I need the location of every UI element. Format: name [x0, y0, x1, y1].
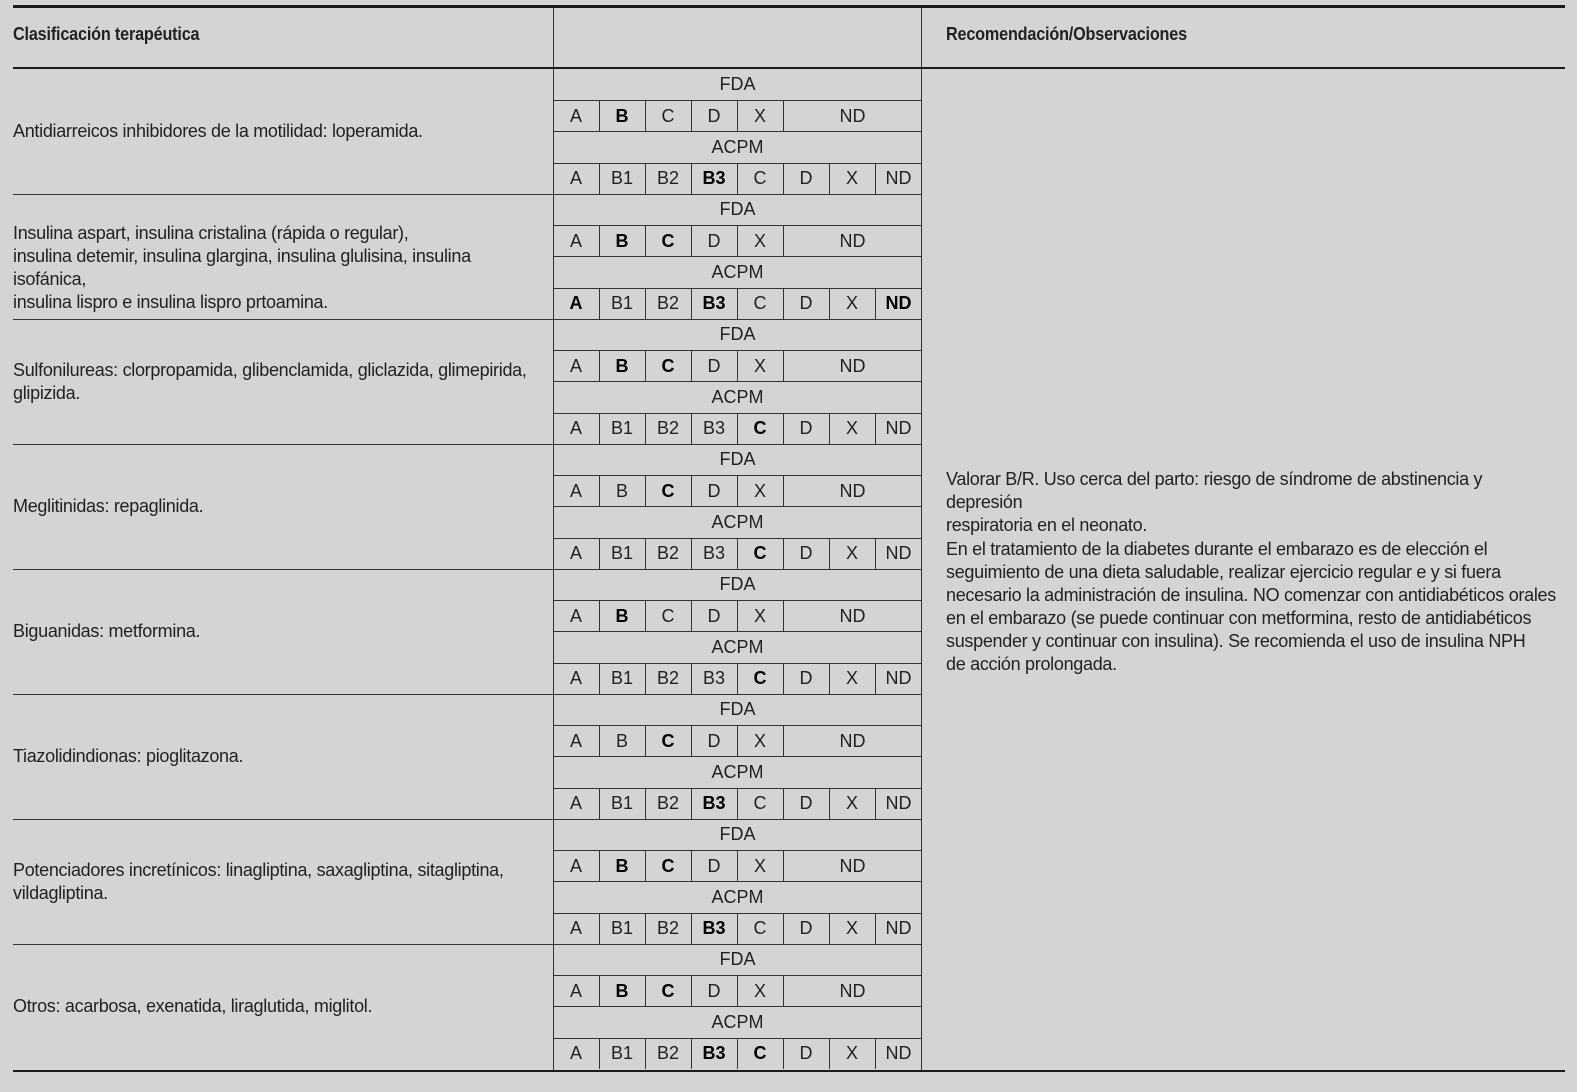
grid-divider: [783, 100, 784, 131]
fda-category-d: D: [707, 856, 721, 876]
acpm-category-b2: B2: [656, 1043, 680, 1063]
acpm-category-a: A: [569, 543, 582, 563]
fda-label: FDA: [719, 824, 756, 844]
grid-divider: [691, 725, 692, 756]
grid-divider: [829, 163, 830, 194]
acpm-category-b1: B1: [610, 543, 634, 563]
fda-category-b: B: [615, 231, 629, 251]
grid-divider: [599, 225, 600, 256]
acpm-category-x: X: [845, 1043, 858, 1063]
acpm-category-nd: ND: [885, 793, 912, 813]
table-top-rule: [13, 5, 1565, 8]
grid-divider: [599, 1038, 600, 1069]
grid-divider: [691, 1038, 692, 1069]
grid-divider: [599, 600, 600, 631]
acpm-category-x: X: [845, 293, 858, 313]
grid-divider: [691, 663, 692, 694]
grid-divider: [691, 163, 692, 194]
grid-divider: [829, 788, 830, 819]
grid-divider: [783, 725, 784, 756]
grid-divider: [783, 913, 784, 944]
grid-divider: [599, 350, 600, 381]
grid-divider: [737, 350, 738, 381]
fda-category-d: D: [707, 106, 721, 126]
grid-divider: [645, 538, 646, 569]
fda-category-x: X: [753, 481, 766, 501]
fda-category-a: A: [569, 356, 582, 376]
grid-divider: [875, 663, 876, 694]
grid-divider: [875, 1038, 876, 1069]
grid-divider: [737, 913, 738, 944]
acpm-category-b3: B3: [702, 293, 726, 313]
recommendation-paragraph-1: Valorar B/R. Uso cerca del parto: riesgo de síndrome de abstinencia y depresión respiratoria en el neonato.: [946, 469, 1483, 535]
acpm-label: ACPM: [711, 387, 764, 407]
grid-divider: [645, 725, 646, 756]
fda-category-c: C: [661, 106, 675, 126]
acpm-category-x: X: [845, 793, 858, 813]
grid-divider: [599, 850, 600, 881]
grid-divider: [599, 163, 600, 194]
fda-category-c: C: [661, 356, 675, 376]
drug-class-text: Sulfonilureas: clorpropamida, glibenclamida, gliclazida, glimepirida, glipizida.: [13, 359, 527, 403]
fda-category-d: D: [707, 606, 721, 626]
acpm-label: ACPM: [711, 512, 764, 532]
grid-divider: [737, 100, 738, 131]
grid-divider: [783, 663, 784, 694]
grid-divider: [691, 913, 692, 944]
grid-divider: [691, 225, 692, 256]
grid-divider: [829, 913, 830, 944]
drug-class-text: Tiazolidindionas: pioglitazona.: [13, 746, 244, 766]
grid-divider: [691, 538, 692, 569]
fda-category-b: B: [615, 856, 629, 876]
acpm-category-b2: B2: [656, 793, 680, 813]
grid-divider: [737, 538, 738, 569]
fda-category-b: B: [615, 481, 628, 501]
grid-divider: [737, 975, 738, 1006]
grid-divider: [645, 1038, 646, 1069]
grid-divider: [645, 850, 646, 881]
grid-divider: [737, 788, 738, 819]
acpm-category-b3: B3: [702, 543, 726, 563]
category-grid: [553, 444, 922, 569]
grid-divider: [875, 288, 876, 319]
acpm-category-c: C: [753, 1043, 767, 1063]
acpm-category-nd: ND: [885, 543, 912, 563]
category-grid: [553, 569, 922, 694]
fda-category-d: D: [707, 231, 721, 251]
category-grid: [553, 319, 922, 444]
grid-divider: [645, 600, 646, 631]
grid-divider: [645, 288, 646, 319]
grid-divider: [599, 663, 600, 694]
acpm-category-b3: B3: [702, 918, 726, 938]
acpm-category-b1: B1: [610, 293, 634, 313]
fda-category-nd: ND: [839, 106, 866, 126]
acpm-category-d: D: [799, 918, 813, 938]
fda-category-c: C: [661, 606, 675, 626]
fda-category-nd: ND: [839, 606, 866, 626]
fda-category-b: B: [615, 106, 629, 126]
grid-divider: [737, 288, 738, 319]
acpm-category-d: D: [799, 168, 813, 188]
grid-divider: [645, 225, 646, 256]
acpm-category-d: D: [799, 293, 813, 313]
fda-category-x: X: [753, 731, 766, 751]
acpm-category-a: A: [569, 418, 582, 438]
acpm-category-x: X: [845, 168, 858, 188]
header-recommendation: Recomendación/Observaciones: [946, 24, 1187, 44]
acpm-category-nd: ND: [885, 918, 912, 938]
grid-divider: [783, 975, 784, 1006]
grid-divider: [737, 725, 738, 756]
grid-divider: [691, 788, 692, 819]
acpm-category-d: D: [799, 1043, 813, 1063]
grid-divider: [691, 288, 692, 319]
table-bottom-rule: [13, 1070, 1565, 1072]
fda-category-nd: ND: [839, 856, 866, 876]
fda-label: FDA: [719, 699, 756, 719]
grid-divider: [829, 413, 830, 444]
fda-category-nd: ND: [839, 731, 866, 751]
grid-divider: [783, 288, 784, 319]
fda-category-d: D: [707, 981, 721, 1001]
fda-category-x: X: [753, 106, 766, 126]
grid-divider: [599, 538, 600, 569]
fda-category-a: A: [569, 606, 582, 626]
acpm-category-b1: B1: [610, 793, 634, 813]
drug-class-text: Potenciadores incretínicos: linagliptina, saxagliptina, sitagliptina, vildagliptina.: [13, 859, 504, 903]
fda-category-x: X: [753, 856, 766, 876]
grid-divider: [599, 913, 600, 944]
fda-category-a: A: [569, 231, 582, 251]
fda-label: FDA: [719, 574, 756, 594]
grid-divider: [737, 225, 738, 256]
grid-divider: [645, 413, 646, 444]
grid-divider: [783, 788, 784, 819]
grid-divider: [599, 288, 600, 319]
grid-divider: [645, 350, 646, 381]
acpm-category-b3: B3: [702, 793, 726, 813]
fda-label: FDA: [719, 74, 756, 94]
acpm-category-nd: ND: [885, 168, 912, 188]
grid-divider: [829, 1038, 830, 1069]
grid-divider: [737, 600, 738, 631]
grid-divider: [737, 163, 738, 194]
acpm-category-c: C: [753, 168, 767, 188]
grid-divider: [599, 413, 600, 444]
acpm-category-a: A: [569, 1043, 582, 1063]
grid-divider: [645, 100, 646, 131]
grid-divider: [737, 850, 738, 881]
grid-divider: [783, 225, 784, 256]
fda-category-nd: ND: [839, 356, 866, 376]
acpm-category-d: D: [799, 543, 813, 563]
acpm-category-c: C: [753, 918, 767, 938]
grid-divider: [645, 913, 646, 944]
fda-category-d: D: [707, 356, 721, 376]
acpm-label: ACPM: [711, 637, 764, 657]
grid-divider: [829, 538, 830, 569]
fda-category-b: B: [615, 731, 628, 751]
fda-category-b: B: [615, 356, 629, 376]
category-grid: [553, 944, 922, 1069]
acpm-category-c: C: [753, 543, 767, 563]
grid-divider: [783, 413, 784, 444]
grid-divider: [599, 475, 600, 506]
acpm-category-a: A: [569, 293, 583, 313]
acpm-label: ACPM: [711, 762, 764, 782]
fda-label: FDA: [719, 199, 756, 219]
category-grid: [553, 194, 922, 319]
grid-divider: [783, 850, 784, 881]
fda-category-x: X: [753, 606, 766, 626]
grid-divider: [737, 1038, 738, 1069]
fda-category-b: B: [615, 606, 629, 626]
grid-divider: [875, 788, 876, 819]
fda-category-a: A: [569, 481, 582, 501]
fda-category-c: C: [661, 731, 675, 751]
acpm-category-b2: B2: [656, 668, 680, 688]
grid-divider: [783, 163, 784, 194]
acpm-category-nd: ND: [885, 668, 912, 688]
acpm-category-b1: B1: [610, 168, 634, 188]
fda-category-x: X: [753, 981, 766, 1001]
acpm-category-c: C: [753, 293, 767, 313]
acpm-category-b1: B1: [610, 668, 634, 688]
fda-category-x: X: [753, 356, 766, 376]
acpm-label: ACPM: [711, 1012, 764, 1032]
grid-divider: [737, 475, 738, 506]
acpm-category-d: D: [799, 668, 813, 688]
acpm-category-b2: B2: [656, 418, 680, 438]
acpm-category-d: D: [799, 418, 813, 438]
fda-category-a: A: [569, 106, 582, 126]
acpm-category-a: A: [569, 668, 582, 688]
grid-divider: [875, 413, 876, 444]
acpm-category-c: C: [753, 418, 767, 438]
recommendation-paragraph-2: En el tratamiento de la diabetes durante el embarazo es de elección el seguimiento de una dieta saludable, realizar ejercicio regular e y si fuera necesario la administración de insulina. NO comenzar con antidiabéticos orales en el embarazo (se puede continuar con metformina, resto de antidiabéticos suspender y continuar con insulina). Se recomienda el uso de insulina NPH de acción prolongada.: [946, 539, 1556, 674]
grid-divider: [691, 413, 692, 444]
fda-label: FDA: [719, 949, 756, 969]
grid-divider: [691, 350, 692, 381]
acpm-label: ACPM: [711, 887, 764, 907]
acpm-label: ACPM: [711, 137, 764, 157]
fda-category-c: C: [661, 481, 675, 501]
grid-divider: [599, 725, 600, 756]
fda-category-c: C: [661, 981, 675, 1001]
acpm-category-b3: B3: [702, 1043, 726, 1063]
acpm-category-d: D: [799, 793, 813, 813]
grid-divider: [645, 663, 646, 694]
acpm-category-a: A: [569, 168, 582, 188]
fda-category-a: A: [569, 981, 582, 1001]
acpm-category-x: X: [845, 918, 858, 938]
acpm-category-b1: B1: [610, 918, 634, 938]
acpm-category-b2: B2: [656, 918, 680, 938]
acpm-category-b3: B3: [702, 668, 726, 688]
grid-divider: [691, 975, 692, 1006]
fda-category-nd: ND: [839, 231, 866, 251]
fda-category-c: C: [661, 856, 675, 876]
acpm-category-x: X: [845, 418, 858, 438]
grid-divider: [599, 975, 600, 1006]
grid-divider: [645, 163, 646, 194]
grid-divider: [645, 788, 646, 819]
acpm-category-a: A: [569, 793, 582, 813]
acpm-category-b2: B2: [656, 293, 680, 313]
grid-divider: [691, 100, 692, 131]
grid-divider: [645, 475, 646, 506]
grid-divider: [599, 788, 600, 819]
fda-label: FDA: [719, 324, 756, 344]
fda-category-d: D: [707, 481, 721, 501]
drug-class-text: Antidiarreicos inhibidores de la motilidad: loperamida.: [13, 121, 423, 141]
grid-divider: [783, 538, 784, 569]
category-grid: [553, 694, 922, 819]
fda-category-nd: ND: [839, 981, 866, 1001]
fda-category-nd: ND: [839, 481, 866, 501]
grid-divider: [691, 600, 692, 631]
acpm-category-nd: ND: [885, 418, 912, 438]
acpm-category-nd: ND: [885, 1043, 912, 1063]
acpm-category-a: A: [569, 918, 582, 938]
grid-divider: [829, 663, 830, 694]
fda-category-a: A: [569, 731, 582, 751]
acpm-category-nd: ND: [885, 293, 912, 313]
acpm-category-b1: B1: [610, 1043, 634, 1063]
grid-divider: [783, 600, 784, 631]
acpm-category-b1: B1: [610, 418, 634, 438]
grid-divider: [599, 100, 600, 131]
grid-divider: [691, 850, 692, 881]
category-grid: [553, 69, 922, 194]
acpm-category-b2: B2: [656, 168, 680, 188]
fda-category-a: A: [569, 856, 582, 876]
grid-divider: [875, 163, 876, 194]
grid-divider: [875, 538, 876, 569]
acpm-label: ACPM: [711, 262, 764, 282]
fda-category-b: B: [615, 981, 629, 1001]
acpm-category-b2: B2: [656, 543, 680, 563]
fda-category-c: C: [661, 231, 675, 251]
acpm-category-b3: B3: [702, 418, 726, 438]
header-therapeutic-classification: Clasificación terapéutica: [13, 24, 200, 44]
grid-divider: [737, 413, 738, 444]
grid-divider: [737, 663, 738, 694]
grid-divider: [783, 1038, 784, 1069]
acpm-category-c: C: [753, 668, 767, 688]
drug-class-text: Insulina aspart, insulina cristalina (rápida o regular), insulina detemir, insulina glargina, insulina glulisina, insulina isofánica, insulina lispro e insulina lispro prtoamina.: [13, 223, 471, 312]
grid-divider: [783, 350, 784, 381]
grid-divider: [783, 475, 784, 506]
category-grid: [553, 819, 922, 944]
fda-category-x: X: [753, 231, 766, 251]
fda-label: FDA: [719, 449, 756, 469]
grid-divider: [645, 975, 646, 1006]
grid-divider: [691, 475, 692, 506]
grid-divider: [875, 913, 876, 944]
drug-class-text: Meglitinidas: repaglinida.: [13, 496, 204, 516]
drug-class-text: Otros: acarbosa, exenatida, liraglutida, miglitol.: [13, 996, 373, 1016]
acpm-category-b3: B3: [702, 168, 726, 188]
acpm-category-x: X: [845, 543, 858, 563]
acpm-category-c: C: [753, 793, 767, 813]
drug-class-text: Biguanidas: metformina.: [13, 621, 201, 641]
grid-divider: [829, 288, 830, 319]
acpm-category-x: X: [845, 668, 858, 688]
fda-category-d: D: [707, 731, 721, 751]
